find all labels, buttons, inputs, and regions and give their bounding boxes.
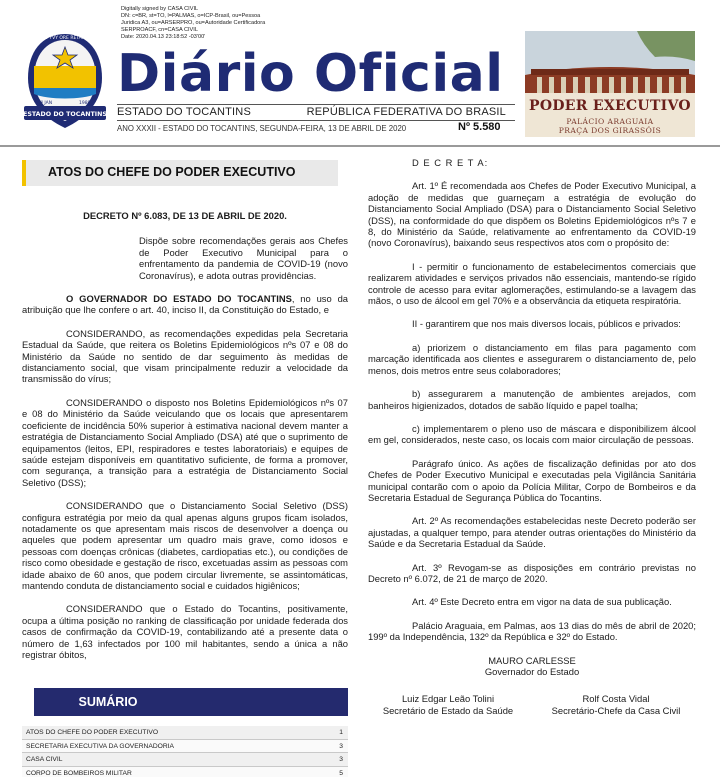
item-ii: II - garantirem que nos mais diversos locais, públicos e privados:	[412, 318, 681, 330]
governor-signature-name: MAURO CARLESSE	[488, 654, 576, 666]
summary-title: SUMÁRIO	[78, 695, 138, 709]
summary-row[interactable]	[22, 753, 348, 767]
summary-row-label: ATOS DO CHEFE DO PODER EXECUTIVO	[26, 729, 159, 736]
item-c: c) implementarem o pleno uso de máscara e disponibilizem álcool em gel, considerados, neste caso, os locais com maior circulação de pessoas.	[368, 422, 696, 446]
summary-row-page: 1	[339, 729, 343, 736]
governor-attribution: , no uso da atribuição que lhe confere o art. 40, inciso II, da Constituição do Estado, e	[22, 293, 349, 316]
issue-number: Nº 5.580	[458, 121, 501, 133]
poder-executivo-title: PODER EXECUTIVO	[529, 98, 691, 114]
digital-signature-stamp	[121, 6, 331, 41]
summary-row-label: SECRETARIA EXECUTIVA DA GOVERNADORIA	[26, 742, 175, 750]
section-header	[22, 160, 338, 186]
article-3: Art. 3º Revogam-se as disposições em contrário previstas no Decreto nº 6.072, de 21 de março de 2020.	[368, 561, 696, 584]
masthead-rule	[117, 104, 515, 105]
sole-paragraph: Parágrafo único. As ações de fiscalização definidas por ato dos Chefes de Poder Executivo Municipal e executadas pela Vigilância Sanitária municipal contarão com o apoio da Polícia Militar, Corpo de Bombeiros e da Secretaria Estadual de Segurança Pública do Tocantins.	[368, 457, 696, 503]
section-accent-bar	[22, 160, 26, 186]
summary-header	[34, 688, 348, 716]
considering-paragraph: CONSIDERANDO o disposto nos Boletins Epidemiológicos nºs 07 e 08 do Ministério da Saúde veiculando que os locais que apresentarem coeficiente de incidência 50% superior à estimativa nacional devem manter a estratégia de Distanciamento Social Ampliado (DSA) até que o suprimento de equipamentos (leitos, EPI, respiradores e testes laboratoriais) e equipes de saúde estejam disponíveis em quantitativo suficiente, de forma a promover, com segurança, a transição para a estratégia de Distanciamento Social Seletivo (DSS);	[22, 396, 348, 488]
decreta-heading: D E C R E T A:	[412, 157, 489, 168]
poder-executivo-subtitle: PRAÇA DOS GIRASSÓIS	[558, 126, 662, 135]
seal-date-right: 1989	[79, 101, 91, 106]
item-i: I - permitir o funcionamento de estabelecimentos comerciais que realizarem atividades e serviços privados não essenciais, mantendo-se rígido controle de acesso para evitar aglomerações, estimulando-se a lavagem das mãos, o uso de álcool em gel 70% e a observância da etiqueta respiratória.	[368, 260, 696, 307]
masthead-republic: REPÚBLICA FEDERATIVA DO BRASIL	[306, 106, 506, 118]
place-date: Palácio Araguaia, em Palmas, aos 13 dias do mês de abril de 2020; 199º da Independência, 132º da República e 32º do Estado.	[368, 619, 696, 643]
signature-line: DN: c=BR, st=TO, l=PALMAS, o=ICP-Brasil, ou=Pessoa	[121, 13, 261, 19]
governor-preamble	[22, 293, 348, 316]
item-b: b) assegurarem a manutenção de ambientes arejados, com banheiros higienizados, dotados de sabão líquido e papel toalha;	[368, 388, 696, 411]
considering-paragraph: CONSIDERANDO que o Estado do Tocantins, positivamente, ocupa a última posição no ranking de classificação por unidade federada dos casos de confirmação da COVID-19, contabilizando até a presente data o número de 1,63 infectados por 100 mil habitantes, sendo a única a não registrar óbitos,	[22, 603, 348, 660]
seal-ribbon-text: ESTADO DO TOCANTINS	[23, 111, 107, 118]
article-1: Art. 1º É recomendada aos Chefes de Poder Executivo Municipal, a adoção de medidas que guarneçam a estratégia de evolução do Distanciamento Social Ampliado (DSA) para o Distanciamento Social Seletivo (DSS), na conformidade do que dispõem os Boletins Epidemiológicos nºs 7 e 8, do Ministério da Saúde, relativamente ao enfrentamento da COVID-19 (novo Coronavírus), baixando seus respectivos atos com o propósito de:	[368, 180, 696, 249]
summary-row-page: 3	[339, 742, 343, 750]
signature-line: SERPROACF, cn=CASA CIVIL	[121, 27, 198, 33]
article-2: Art. 2º As recomendações estabelecidas neste Decreto poderão ser ajustadas, a qualquer tempo, para atender outras orientações do Ministério da Saúde e da Secretaria Estadual da Saúde.	[368, 515, 696, 550]
signature-line: Digitally signed by CASA CIVIL	[121, 6, 199, 12]
poder-executivo-subtitle: PALÁCIO ARAGUAIA	[566, 117, 654, 126]
considering-paragraph: CONSIDERANDO, as recomendações expedidas pela Secretaria Estadual da Saúde, que reitera os Boletins Epidemiológicos nºs 07 e 08 do Ministério da Saúde no sentido de dar seguimento às medidas de distanciamento social, que visam principalmente reduzir a velocidade da transmissão do vírus;	[22, 327, 348, 385]
summary-row-page: 5	[339, 769, 343, 777]
signature-role: Secretário-Chefe da Casa Civil	[551, 704, 681, 716]
masthead-title: Diário Oficial	[117, 44, 504, 104]
signature-line: Juridica A3, ou=ARSERPRO, ou=Autoridade Certificadora	[121, 20, 266, 26]
summary-row[interactable]	[22, 767, 348, 777]
considering-paragraph: CONSIDERANDO que o Distanciamento Social Seletivo (DSS) configura estratégia por meio da qual apenas alguns grupos ficam isolados, notadamente os que apresentam mais riscos de desenvolver a doença ou aqueles que podem apresentar um quadro mais grave, como idosos e pessoas com doenças crônicas (diabetes, cardiopatias etc.), ou condições de risco como obesidade e gestação de risco, excetuadas assim as pessoas com idade abaixo de 60 anos, que podem circular livremente, se assintomáticas, mantendo conduta de distanciamento social e cuidados higiênicos;	[22, 500, 348, 591]
summary-row-page: 3	[339, 756, 343, 763]
poder-executivo-banner	[525, 31, 695, 137]
seal-motto: CO YVY ORE RETAMA	[41, 36, 89, 41]
signature-role: Secretário de Estado da Saúde	[382, 704, 514, 716]
signature-block-left	[368, 693, 528, 716]
summary-row[interactable]	[22, 740, 348, 754]
masthead-state: ESTADO DO TOCANTINS	[117, 106, 251, 118]
summary-row-label: CORPO DE BOMBEIROS MILITAR	[26, 769, 132, 777]
governor-signature-role: Governador do Estado	[484, 666, 580, 677]
signature-name: Rolf Costa Vidal	[582, 693, 650, 705]
signature-name: Luiz Edgar Leão Tolini	[401, 693, 495, 705]
masthead-rule	[117, 120, 515, 121]
decree-summary: Dispõe sobre recomendações gerais aos Chefes de Poder Executivo Municipal para o enfrentamento da pandemia de COVID-19 (novo Coronavírus), e adota outras providências.	[139, 235, 348, 281]
issue-line: ANO XXXII - ESTADO DO TOCANTINS, SEGUNDA-FEIRA, 13 DE ABRIL DE 2020	[117, 124, 407, 133]
signature-line: Date: 2020.04.13 23:18:52 -03'00'	[121, 34, 206, 40]
section-title: ATOS DO CHEFE DO PODER EXECUTIVO	[48, 165, 296, 179]
summary-row-label: CASA CIVIL	[26, 756, 63, 763]
seal-date-left: 1º JAN	[38, 101, 53, 106]
header-divider	[0, 145, 720, 147]
left-column	[22, 200, 348, 660]
item-a: a) priorizem o distanciamento em filas para pagamento com marcação identificada aos clientes e assegurarem o distanciamento de, pelo menos, dois metros entre seus colaboradores;	[368, 341, 696, 376]
article-4: Art. 4º Este Decreto entra em vigor na data de sua publicação.	[412, 596, 672, 608]
summary-table	[22, 726, 348, 777]
right-column	[368, 157, 696, 723]
summary-row[interactable]	[22, 726, 348, 740]
state-seal-logo	[22, 30, 108, 134]
decree-title: DECRETO Nº 6.083, DE 13 DE ABRIL DE 2020.	[83, 210, 287, 221]
secretary-signatures	[368, 693, 696, 723]
governor-title: O GOVERNADOR DO ESTADO DO TOCANTINS	[66, 293, 292, 305]
signature-block-right	[536, 693, 696, 716]
